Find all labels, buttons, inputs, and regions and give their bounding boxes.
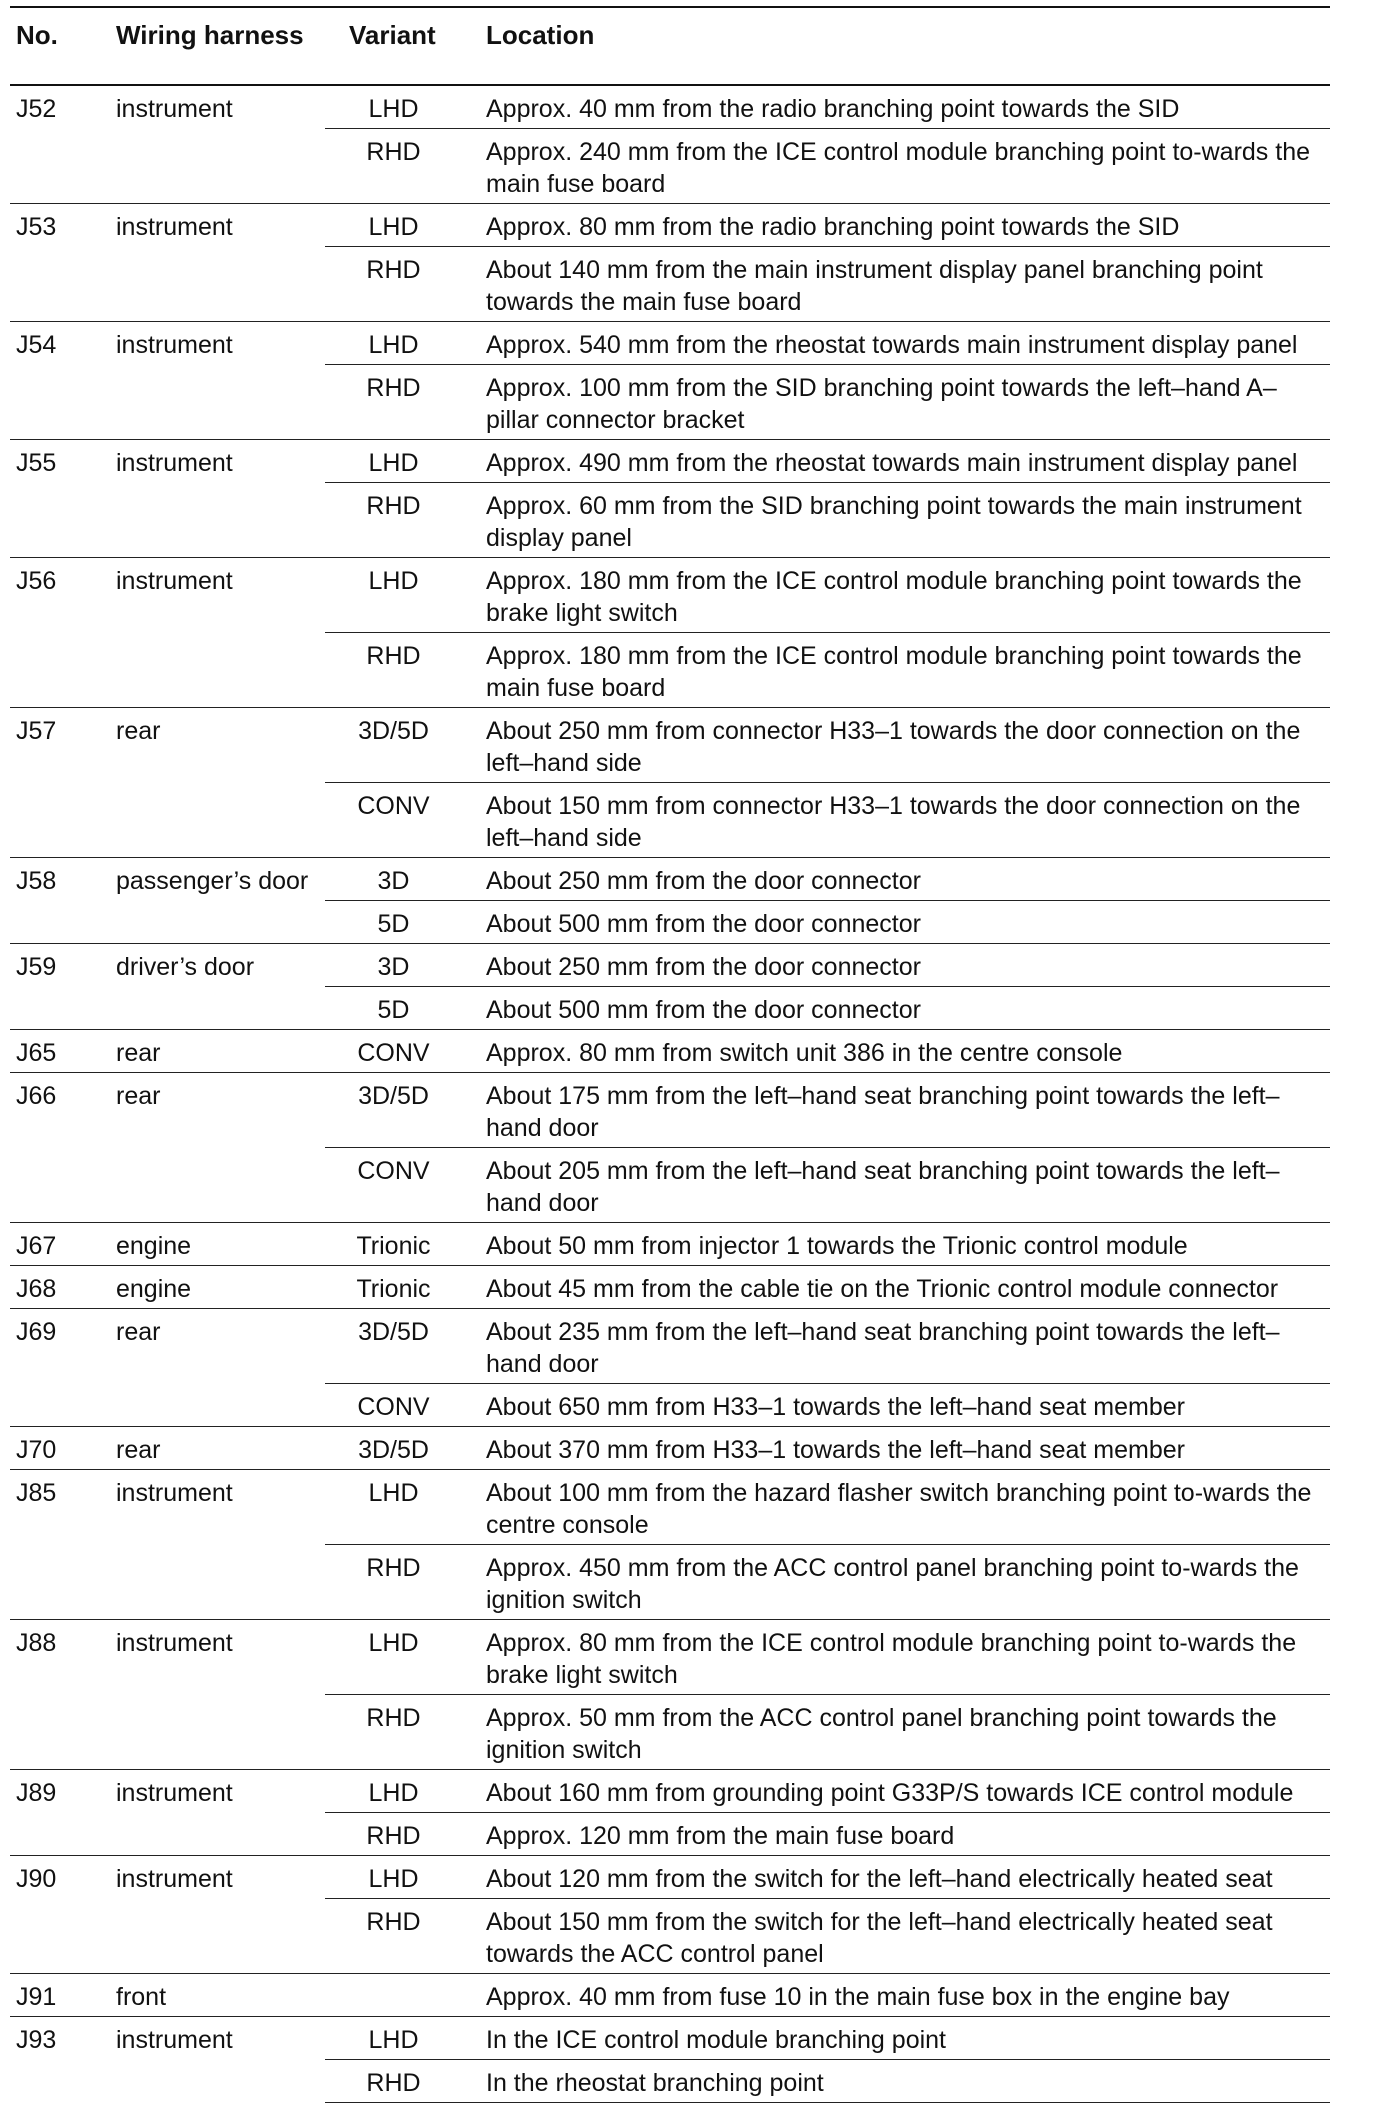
location-cell: About 45 mm from the cable tie on the Trionic control module connector [480, 1266, 1330, 1309]
junction-number: J52 [10, 85, 110, 204]
table-row [10, 1856, 1330, 1899]
variant-cell: RHD [325, 2060, 480, 2103]
location-cell: Approx. 40 mm from fuse 10 in the main fuse box in the engine bay [480, 1974, 1330, 2017]
variant-cell: RHD [325, 1899, 480, 1974]
junction-location-table [10, 6, 1330, 2103]
table-body [10, 85, 1330, 2103]
location-cell: Approx. 80 mm from switch unit 386 in the centre console [480, 1030, 1330, 1073]
table-row [10, 2017, 1330, 2060]
location-cell: About 250 mm from the door connector [480, 944, 1330, 987]
junction-number: J53 [10, 204, 110, 322]
location-cell: About 500 mm from the door connector [480, 987, 1330, 1030]
table-row [10, 1223, 1330, 1266]
wiring-harness-cell: instrument [110, 1620, 325, 1770]
table-row [10, 85, 1330, 129]
location-cell: About 235 mm from the left–hand seat branching point towards the left–hand door [480, 1309, 1330, 1384]
location-cell: About 500 mm from the door connector [480, 901, 1330, 944]
header-variant: Variant [325, 7, 480, 85]
variant-cell: 5D [325, 987, 480, 1030]
location-cell: Approx. 240 mm from the ICE control module branching point to-wards the main fuse board [480, 129, 1330, 204]
junction-number: J54 [10, 322, 110, 440]
variant-cell: 3D/5D [325, 1427, 480, 1470]
table-row [10, 1770, 1330, 1813]
location-cell: Approx. 80 mm from the ICE control module branching point to-wards the brake light switch [480, 1620, 1330, 1695]
wiring-harness-cell: rear [110, 1030, 325, 1073]
table-row [10, 708, 1330, 783]
variant-cell: CONV [325, 1384, 480, 1427]
wiring-harness-cell: instrument [110, 1470, 325, 1620]
variant-cell: CONV [325, 1030, 480, 1073]
location-cell: Approx. 450 mm from the ACC control panel branching point to-wards the ignition switch [480, 1545, 1330, 1620]
variant-cell: 3D/5D [325, 1309, 480, 1384]
wiring-harness-cell: engine [110, 1266, 325, 1309]
location-cell: Approx. 50 mm from the ACC control panel branching point towards the ignition switch [480, 1695, 1330, 1770]
junction-number: J65 [10, 1030, 110, 1073]
variant-cell: 3D [325, 944, 480, 987]
variant-cell: Trionic [325, 1223, 480, 1266]
table-row [10, 322, 1330, 365]
junction-number: J70 [10, 1427, 110, 1470]
junction-number: J90 [10, 1856, 110, 1974]
junction-number: J68 [10, 1266, 110, 1309]
wiring-harness-cell: rear [110, 1427, 325, 1470]
variant-cell: LHD [325, 2017, 480, 2060]
location-cell: About 370 mm from H33–1 towards the left–hand seat member [480, 1427, 1330, 1470]
location-cell: About 160 mm from grounding point G33P/S towards ICE control module [480, 1770, 1330, 1813]
variant-cell: 5D [325, 901, 480, 944]
wiring-harness-cell: passenger’s door [110, 858, 325, 944]
table-row [10, 858, 1330, 901]
variant-cell: RHD [325, 1695, 480, 1770]
junction-number: J91 [10, 1974, 110, 2017]
location-cell: About 50 mm from injector 1 towards the Trionic control module [480, 1223, 1330, 1266]
variant-cell: RHD [325, 633, 480, 708]
variant-cell: 3D/5D [325, 708, 480, 783]
junction-number: J93 [10, 2017, 110, 2103]
variant-cell: Trionic [325, 1266, 480, 1309]
location-cell: Approx. 100 mm from the SID branching point towards the left–hand A–pillar connector bracket [480, 365, 1330, 440]
junction-number: J89 [10, 1770, 110, 1856]
location-cell: Approx. 120 mm from the main fuse board [480, 1813, 1330, 1856]
table-header-row [10, 7, 1330, 85]
variant-cell: LHD [325, 440, 480, 483]
location-cell: About 250 mm from connector H33–1 towards the door connection on the left–hand side [480, 708, 1330, 783]
table-row [10, 1470, 1330, 1545]
variant-cell: LHD [325, 322, 480, 365]
table-row [10, 1073, 1330, 1148]
junction-number: J59 [10, 944, 110, 1030]
table-row [10, 1266, 1330, 1309]
variant-cell: LHD [325, 558, 480, 633]
table-row [10, 204, 1330, 247]
variant-cell: RHD [325, 365, 480, 440]
wiring-harness-cell: instrument [110, 204, 325, 322]
wiring-harness-cell: instrument [110, 85, 325, 204]
variant-cell: RHD [325, 129, 480, 204]
junction-number: J57 [10, 708, 110, 858]
table-row [10, 1620, 1330, 1695]
location-cell: Approx. 80 mm from the radio branching point towards the SID [480, 204, 1330, 247]
wiring-harness-cell: rear [110, 1073, 325, 1223]
table-row [10, 1030, 1330, 1073]
location-cell: Approx. 180 mm from the ICE control module branching point towards the main fuse board [480, 633, 1330, 708]
junction-number: J88 [10, 1620, 110, 1770]
variant-cell: RHD [325, 247, 480, 322]
wiring-harness-cell: instrument [110, 322, 325, 440]
variant-cell [325, 1974, 480, 2017]
wiring-harness-cell: engine [110, 1223, 325, 1266]
junction-number: J58 [10, 858, 110, 944]
table-row [10, 1427, 1330, 1470]
junction-number: J66 [10, 1073, 110, 1223]
location-cell: In the rheostat branching point [480, 2060, 1330, 2103]
location-cell: Approx. 540 mm from the rheostat towards main instrument display panel [480, 322, 1330, 365]
wiring-harness-cell: instrument [110, 440, 325, 558]
location-cell: About 650 mm from H33–1 towards the left–hand seat member [480, 1384, 1330, 1427]
table-row [10, 944, 1330, 987]
table-row [10, 1974, 1330, 2017]
junction-number: J56 [10, 558, 110, 708]
location-cell: About 150 mm from connector H33–1 towards the door connection on the left–hand side [480, 783, 1330, 858]
variant-cell: LHD [325, 204, 480, 247]
table-row [10, 1309, 1330, 1384]
variant-cell: CONV [325, 1148, 480, 1223]
wiring-harness-cell: rear [110, 1309, 325, 1427]
location-cell: Approx. 60 mm from the SID branching point towards the main instrument display panel [480, 483, 1330, 558]
header-no: No. [10, 7, 110, 85]
variant-cell: RHD [325, 1545, 480, 1620]
location-cell: About 140 mm from the main instrument display panel branching point towards the main fuse board [480, 247, 1330, 322]
variant-cell: CONV [325, 783, 480, 858]
variant-cell: 3D/5D [325, 1073, 480, 1148]
wiring-harness-cell: rear [110, 708, 325, 858]
header-wiring-harness: Wiring harness [110, 7, 325, 85]
location-cell: Approx. 40 mm from the radio branching point towards the SID [480, 85, 1330, 129]
variant-cell: LHD [325, 85, 480, 129]
location-cell: Approx. 490 mm from the rheostat towards main instrument display panel [480, 440, 1330, 483]
location-cell: About 100 mm from the hazard flasher switch branching point to-wards the centre console [480, 1470, 1330, 1545]
location-cell: About 120 mm from the switch for the left–hand electrically heated seat [480, 1856, 1330, 1899]
location-cell: About 150 mm from the switch for the left–hand electrically heated seat towards the ACC control panel [480, 1899, 1330, 1974]
variant-cell: RHD [325, 1813, 480, 1856]
wiring-harness-cell: instrument [110, 558, 325, 708]
header-location: Location [480, 7, 1330, 85]
wiring-harness-cell: instrument [110, 1856, 325, 1974]
location-cell: In the ICE control module branching point [480, 2017, 1330, 2060]
location-cell: Approx. 180 mm from the ICE control module branching point towards the brake light switch [480, 558, 1330, 633]
location-cell: About 205 mm from the left–hand seat branching point towards the left–hand door [480, 1148, 1330, 1223]
location-cell: About 175 mm from the left–hand seat branching point towards the left–hand door [480, 1073, 1330, 1148]
wiring-junction-document [10, 6, 1330, 2103]
junction-number: J85 [10, 1470, 110, 1620]
variant-cell: LHD [325, 1770, 480, 1813]
variant-cell: LHD [325, 1470, 480, 1545]
junction-number: J67 [10, 1223, 110, 1266]
junction-number: J55 [10, 440, 110, 558]
table-row [10, 440, 1330, 483]
wiring-harness-cell: driver’s door [110, 944, 325, 1030]
wiring-harness-cell: front [110, 1974, 325, 2017]
variant-cell: LHD [325, 1620, 480, 1695]
location-cell: About 250 mm from the door connector [480, 858, 1330, 901]
variant-cell: 3D [325, 858, 480, 901]
junction-number: J69 [10, 1309, 110, 1427]
variant-cell: LHD [325, 1856, 480, 1899]
wiring-harness-cell: instrument [110, 1770, 325, 1856]
variant-cell: RHD [325, 483, 480, 558]
wiring-harness-cell: instrument [110, 2017, 325, 2103]
table-row [10, 558, 1330, 633]
